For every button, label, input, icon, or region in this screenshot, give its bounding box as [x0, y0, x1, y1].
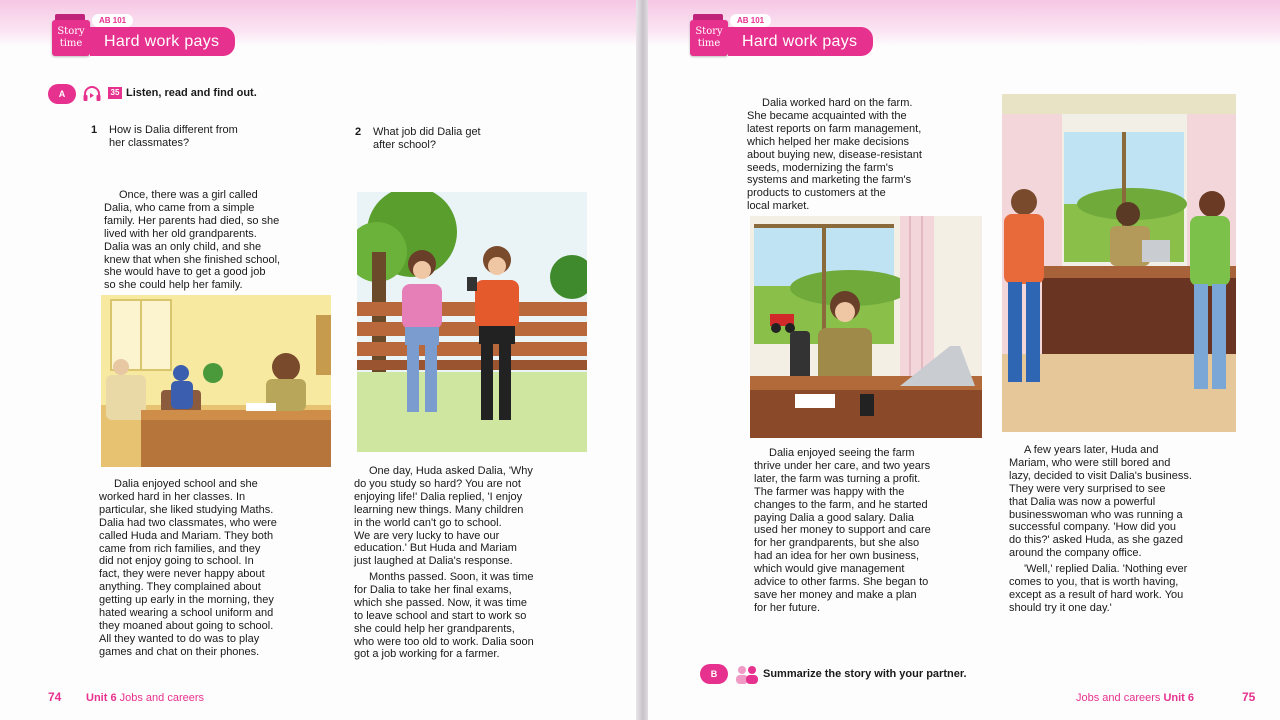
instruction-b: Summarize the story with your partner.: [763, 668, 967, 680]
footer-chapter: Jobs and careers: [1076, 692, 1161, 704]
story-time-badge: [690, 20, 728, 56]
story-time-label: time: [697, 38, 721, 49]
story-title: Hard work pays: [90, 27, 235, 56]
question-number: 1: [91, 124, 98, 136]
page-number-left: 74: [48, 690, 62, 704]
story-paragraph-1: Once, there was a girl called Dalia, who came from a simple family. Her parents had died, so she lived with her old grandparents. Dalia was an only child, and she knew that when she finished school, she would have to get a good job so she could help her family.: [104, 189, 281, 292]
headphones-icon: [82, 86, 102, 102]
pair-work-icon: [734, 664, 760, 684]
story-paragraph-7: A few years later, Huda and Mariam, who were still bored and lazy, decided to visit Dalia's business. They were very surprised to see that Dalia was now a powerful businesswoman who was running a successful company. 'How did you do this?' asked Huda, as she gazed around the company office.: [1009, 444, 1192, 560]
section-a-badge: A: [48, 84, 76, 104]
ab-tag: AB 101: [92, 14, 133, 27]
story-time-label: time: [59, 38, 83, 49]
story-paragraph-3: One day, Huda asked Dalia, 'Why do you study so hard? You are not enjoying life!' Dalia replied, 'I enjoy learning new things. Many children in the world can't go to school. We are very lucky to have our education.' But Huda and Mariam just laughed at Dalia's response.: [354, 465, 533, 568]
track-number: 35: [108, 87, 122, 99]
right-page: [648, 0, 1280, 720]
footer-unit: Unit 6: [86, 692, 117, 704]
illustration-farm-office: [750, 216, 982, 438]
illustration-park: [357, 192, 587, 452]
footer-left: [86, 692, 204, 704]
question-2: [355, 126, 563, 152]
page-number-right: 75: [1242, 690, 1256, 704]
story-paragraph-4: Months passed. Soon, it was time for Dalia to take her final exams, which she passed. Now, it was time to leave school and start to work so she could help her grandparents, who were too old to work. Dalia soon got a job working for a farmer.: [354, 571, 534, 661]
illustration-home: [101, 295, 331, 467]
footer-unit: Unit 6: [1163, 692, 1195, 704]
question-number: 2: [355, 126, 362, 138]
story-paragraph-5: Dalia worked hard on the farm. She became acquainted with the latest reports on farm management, which helped her make decisions about buying new, disease-resistant seeds, modernizing the farm's systems and marketing the farm's products to customers at the local market.: [747, 97, 922, 213]
footer-chapter: Jobs and careers: [119, 692, 205, 704]
instruction-a: Listen, read and find out.: [126, 87, 257, 99]
story-title: Hard work pays: [728, 27, 873, 56]
section-b-badge: B: [700, 664, 728, 684]
story-paragraph-2: Dalia enjoyed school and she worked hard in her classes. In particular, she liked studying Maths. Dalia had two classmates, who were called Huda and Mariam. They both came from rich families, and they did not enjoy going to school. In fact, they were never happy about anything. They complained about getting up early in the morning, they hated wearing a school uniform and they moaned about going to school. All they wanted to do was to play games and chat on their phones.: [99, 478, 277, 658]
story-time-label: Story: [57, 26, 85, 37]
story-paragraph-6: Dalia enjoyed seeing the farm thrive under her care, and two years later, the farm was turning a profit. The farmer was happy with the changes to the farm, and he started paying Dalia a good salary. Dalia used her money to support and care for her grandparents, but she also had an idea for her own business, which would give management advice to other farms. She began to save her money and make a plan for her future.: [754, 447, 931, 614]
question-1: [91, 124, 299, 150]
story-time-label: Story: [695, 26, 723, 37]
ab-tag: AB 101: [730, 14, 771, 27]
question-text: What job did Dalia get after school?: [373, 126, 481, 151]
question-text: How is Dalia different from her classmates?: [109, 124, 238, 149]
story-time-badge: [52, 20, 90, 56]
illustration-company-office: [1002, 94, 1236, 432]
story-paragraph-8: 'Well,' replied Dalia. 'Nothing ever comes to you, that is worth having, except as a result of hard work. You should try it one day.': [1009, 563, 1188, 614]
footer-right: [1076, 692, 1194, 704]
left-page: [0, 0, 638, 720]
